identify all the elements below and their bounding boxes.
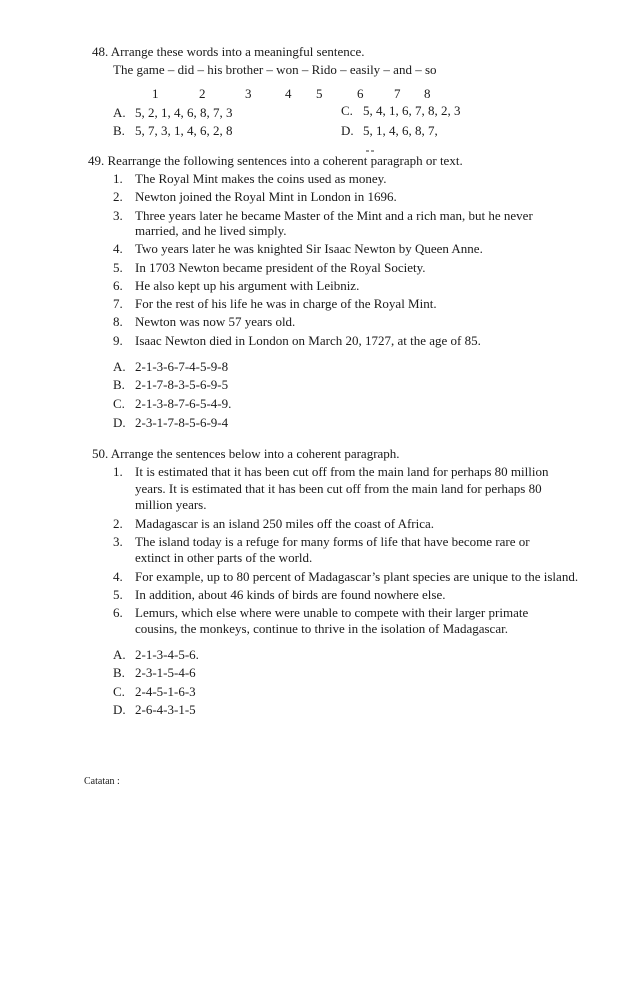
q48-number: 3 xyxy=(245,86,252,101)
q49-item xyxy=(113,209,533,222)
q50-item-continuation: extinct in other parts of the world. xyxy=(135,550,313,565)
q50-title: 50. Arrange the sentences below into a coherent paragraph. xyxy=(92,446,400,461)
option-label: C. xyxy=(113,396,125,411)
item-number: 6. xyxy=(113,605,123,620)
q48-option-b xyxy=(113,124,233,137)
q49-item xyxy=(113,334,481,347)
q48-number: 1 xyxy=(152,86,159,101)
option-label: D. xyxy=(341,123,354,138)
option-label: D. xyxy=(113,702,126,717)
q49-option-c xyxy=(113,397,231,410)
q49-option-d xyxy=(113,416,228,429)
q50-item xyxy=(113,570,578,583)
q50-option-c xyxy=(113,685,196,698)
q48-number: 7 xyxy=(394,86,401,101)
item-number: 5. xyxy=(113,260,123,275)
item-number: 6. xyxy=(113,278,123,293)
item-text: The island today is a refuge for many forms of life that have become rare or xyxy=(135,534,530,549)
option-text: 2-6-4-3-1-5 xyxy=(135,702,196,717)
q49-title: 49. Rearrange the following sentences into a coherent paragraph or text. xyxy=(88,153,463,168)
option-label: B. xyxy=(113,377,125,392)
q49-item xyxy=(113,172,387,185)
item-text: Two years later he was knighted Sir Isaac Newton by Queen Anne. xyxy=(135,241,483,256)
option-text: 2-1-3-8-7-6-5-4-9. xyxy=(135,396,232,411)
q48-option-a xyxy=(113,106,233,119)
q49-item xyxy=(113,242,483,255)
option-label: A. xyxy=(113,647,126,662)
item-number: 2. xyxy=(113,516,123,531)
option-label: D. xyxy=(113,415,126,430)
option-text: 5, 1, 4, 6, 8, 7, xyxy=(363,123,438,138)
item-number: 8. xyxy=(113,314,123,329)
q49-option-b xyxy=(113,378,228,391)
option-label: A. xyxy=(113,105,126,120)
q50-item-continuation: years. It is estimated that it has been cut off from the main land for perhaps 80 xyxy=(135,481,542,496)
q50-item xyxy=(113,535,530,548)
q49-item xyxy=(113,315,295,328)
q49-item xyxy=(113,279,359,292)
q48-number: 2 xyxy=(199,86,206,101)
q50-item xyxy=(113,465,549,478)
item-number: 1. xyxy=(113,464,123,479)
item-number: 5. xyxy=(113,587,123,602)
q48-option-d xyxy=(341,124,438,137)
item-text: For the rest of his life he was in charge of the Royal Mint. xyxy=(135,296,437,311)
item-number: 1. xyxy=(113,171,123,186)
q48-number: 5 xyxy=(316,86,323,101)
option-text: 2-4-5-1-6-3 xyxy=(135,684,196,699)
q49-option-a xyxy=(113,360,228,373)
option-text: 5, 2, 1, 4, 6, 8, 7, 3 xyxy=(135,105,233,120)
q48-number: 6 xyxy=(357,86,364,101)
q49-item-continuation: married, and he lived simply. xyxy=(135,223,287,238)
option-text: 2-1-3-6-7-4-5-9-8 xyxy=(135,359,229,374)
item-text: Isaac Newton died in London on March 20, 1727, at the age of 85. xyxy=(135,333,481,348)
q48-option-c xyxy=(341,104,461,117)
option-label: C. xyxy=(113,684,125,699)
q48-number: 8 xyxy=(424,86,431,101)
item-text: Newton was now 57 years old. xyxy=(135,314,296,329)
q48-sentence: The game – did – his brother – won – Rido – easily – and – so xyxy=(113,62,437,77)
item-text: Lemurs, which else where were unable to compete with their larger primate xyxy=(135,605,529,620)
item-text: The Royal Mint makes the coins used as money. xyxy=(135,171,387,186)
item-number: 3. xyxy=(113,208,123,223)
option-text: 2-1-7-8-3-5-6-9-5 xyxy=(135,377,229,392)
q50-item-continuation: million years. xyxy=(135,497,207,512)
item-text: In addition, about 46 kinds of birds are found nowhere else. xyxy=(135,587,446,602)
q50-item xyxy=(113,606,528,619)
option-label: B. xyxy=(113,123,125,138)
q50-item xyxy=(113,517,434,530)
option-label: B. xyxy=(113,665,125,680)
q50-item xyxy=(113,588,445,601)
item-text: In 1703 Newton became president of the Royal Society. xyxy=(135,260,426,275)
catatan-note: Catatan : xyxy=(84,776,120,787)
q50-option-b xyxy=(113,666,196,679)
item-text: For example, up to 80 percent of Madagascar’s plant species are unique to the island. xyxy=(135,569,579,584)
option-text: 5, 4, 1, 6, 7, 8, 2, 3 xyxy=(363,103,461,118)
q49-item xyxy=(113,190,397,203)
q48-title: 48. Arrange these words into a meaningful sentence. xyxy=(92,44,365,59)
q48-number: 4 xyxy=(285,86,292,101)
option-text: 2-3-1-5-4-6 xyxy=(135,665,196,680)
option-label: A. xyxy=(113,359,126,374)
item-number: 4. xyxy=(113,569,123,584)
item-number: 7. xyxy=(113,296,123,311)
option-text: 2-1-3-4-5-6. xyxy=(135,647,199,662)
item-text: Madagascar is an island 250 miles off the coast of Africa. xyxy=(135,516,435,531)
item-text: Newton joined the Royal Mint in London in 1696. xyxy=(135,189,397,204)
q49-item xyxy=(113,297,437,310)
item-text: Three years later he became Master of the Mint and a rich man, but he never xyxy=(135,208,533,223)
option-label: C. xyxy=(341,103,353,118)
q50-option-a xyxy=(113,648,199,661)
item-number: 4. xyxy=(113,241,123,256)
item-text: It is estimated that it has been cut off from the main land for perhaps 80 million xyxy=(135,464,549,479)
q49-item xyxy=(113,261,426,274)
option-text: 2-3-1-7-8-5-6-9-4 xyxy=(135,415,229,430)
q50-option-d xyxy=(113,703,196,716)
item-number: 3. xyxy=(113,534,123,549)
option-text: 5, 7, 3, 1, 4, 6, 2, 8 xyxy=(135,123,233,138)
item-number: 9. xyxy=(113,333,123,348)
item-number: 2. xyxy=(113,189,123,204)
ink-speck xyxy=(366,140,378,142)
item-text: He also kept up his argument with Leibniz. xyxy=(135,278,360,293)
q50-item-continuation: cousins, the monkeys, continue to thrive in the isolation of Madagascar. xyxy=(135,621,508,636)
